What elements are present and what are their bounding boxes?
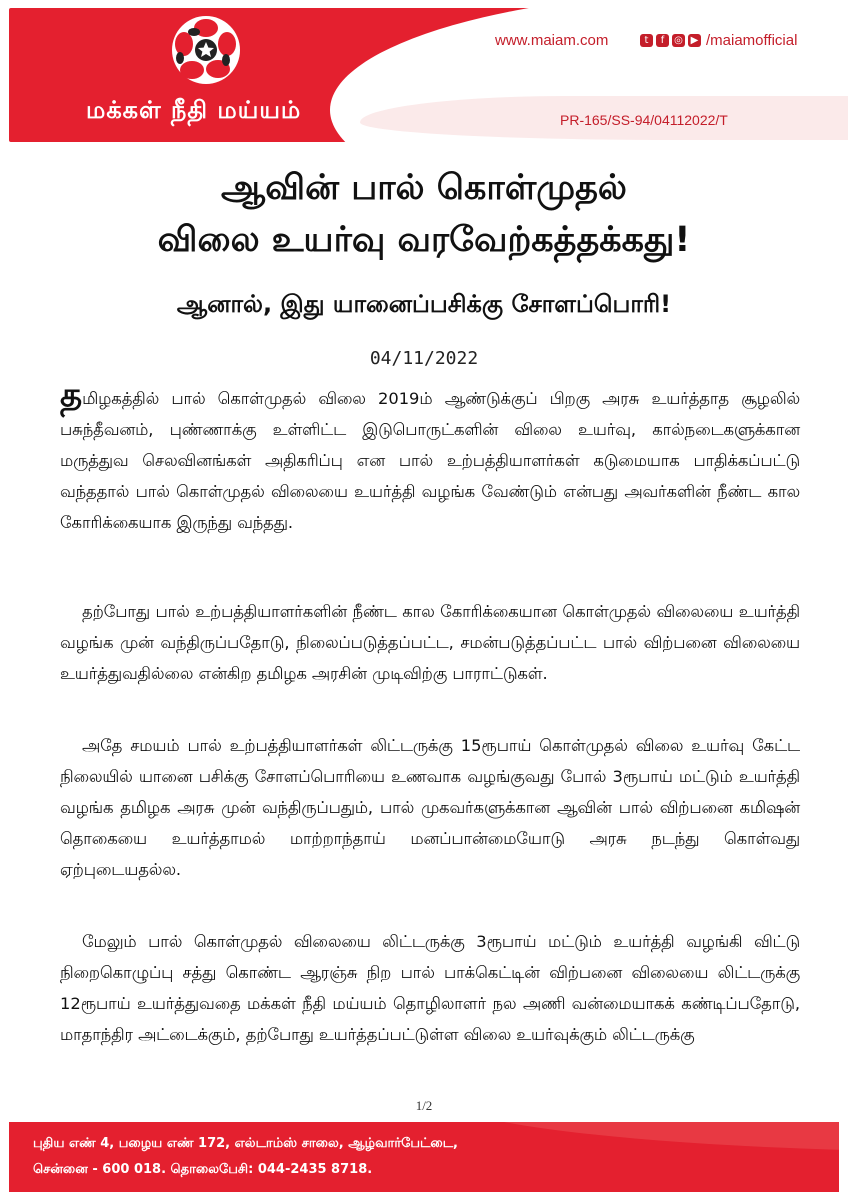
social-icons bbox=[640, 34, 701, 47]
subtitle: ஆனால், இது யானைப்பசிக்கு சோளப்பொரி! bbox=[176, 290, 672, 318]
letterhead-header bbox=[0, 0, 848, 160]
address-line-2: சென்னை - 600 018. தொலைபேசி: 044-2435 8718. bbox=[33, 1162, 373, 1177]
address-line-1: புதிய எண் 4, பழைய எண் 172, எல்டாம்ஸ் சாலை, ஆழ்வார்பேட்டை, bbox=[33, 1136, 458, 1151]
page-number: 1/2 bbox=[415, 1098, 433, 1113]
release-date: 04/11/2022 bbox=[369, 348, 479, 369]
headline-line-2: விலை உயர்வு வரவேற்கத்தக்கது! bbox=[157, 220, 691, 260]
instagram-icon[interactable]: ◎ bbox=[672, 34, 685, 47]
reference-number: PR-165/SS-94/04112022/T bbox=[560, 112, 728, 128]
letterhead-footer bbox=[9, 1122, 839, 1192]
twitter-icon[interactable]: t bbox=[640, 34, 653, 47]
facebook-icon[interactable]: f bbox=[656, 34, 669, 47]
headline-line-1: ஆவின் பால் கொள்முதல் bbox=[221, 168, 627, 208]
paragraph-1-text: மிழகத்தில் பால் கொள்முதல் விலை 2019ம் ஆண்டுக்குப் பிறகு அரசு உயர்த்தாத சூழலில் பசுந்தீவனம், புண்ணாக்கு உள்ளிட்ட இடுபொருட்களின் விலை உயர்வு, கால்நடைகளுக்கான மருத்துவ செலவினங்கள் அதிகரிப்பு என பால் உற்பத்தியாளர்கள் கடுமையாக பாதிக்கப்பட்டு வந்ததால் பால் கொள்முதல் விலையை உயர்த்தி வழங்க வேண்டும் என்பது அவர்களின் நீண்ட கால கோரிக்கையாக இருந்து வந்தது. bbox=[60, 389, 800, 532]
paragraph-3: அதே சமயம் பால் உற்பத்தியாளர்கள் லிட்டருக்கு 15ரூபாய் கொள்முதல் விலை உயர்வு கேட்ட நிலையில் யானை பசிக்கு சோளப்பொரியை உணவாக வழங்குவது போல் 3ரூபாய் மட்டும் உயர்த்தி வழங்க தமிழக அரசு முன் வந்திருப்பதும், பால் முகவர்களுக்கான ஆவின் பால் விற்பனை கமிஷன் தொகையை உயர்த்தாமல் மாற்றாந்தாய் மனப்பான்மையோடு அரசு நடந்து கொள்வது ஏற்புடையதல்ல. bbox=[60, 736, 800, 879]
social-handle[interactable]: /maiamofficial bbox=[706, 32, 798, 49]
paragraph-2: தற்போது பால் உற்பத்தியாளர்களின் நீண்ட கால கோரிக்கையான கொள்முதல் விலையை உயர்த்தி வழங்க முன் வந்திருப்பதோடு, நிலைப்படுத்தப்பட்ட, சமன்படுத்தப்பட்ட பால் விற்பனை விலையை உயர்த்துவதில்லை என்கிற தமிழக அரசின் முடிவிற்கு பாராட்டுகள். bbox=[60, 602, 800, 683]
org-name: மக்கள் நீதி மய்யம் bbox=[86, 96, 302, 124]
paragraph-4: மேலும் பால் கொள்முதல் விலையை லிட்டருக்கு 3ரூபாய் மட்டும் உயர்த்தி வழங்கி விட்டு நிறைகொழுப்பு சத்து கொண்ட ஆரஞ்சு நிற பால் பாக்கெட்டின் விற்பனை விலையை லிட்டருக்கு 12ரூபாய் உயர்த்துவதை மக்கள் நீதி மய்யம் தொழிலாளர் நல அணி வன்மையாகக் கண்டிப்பதோடு, மாதாந்திர அட்டைக்கும், தற்போது உயர்த்தப்பட்டுள்ள விலை உயர்வுக்கும் லிட்டருக்கு bbox=[60, 932, 800, 1044]
party-logo bbox=[170, 14, 242, 86]
youtube-icon[interactable]: ▶ bbox=[688, 34, 701, 47]
paragraph-1 bbox=[60, 375, 800, 538]
website-link[interactable]: www.maiam.com bbox=[495, 32, 609, 49]
drop-cap: த bbox=[60, 375, 83, 415]
footer-wave bbox=[429, 1122, 839, 1152]
